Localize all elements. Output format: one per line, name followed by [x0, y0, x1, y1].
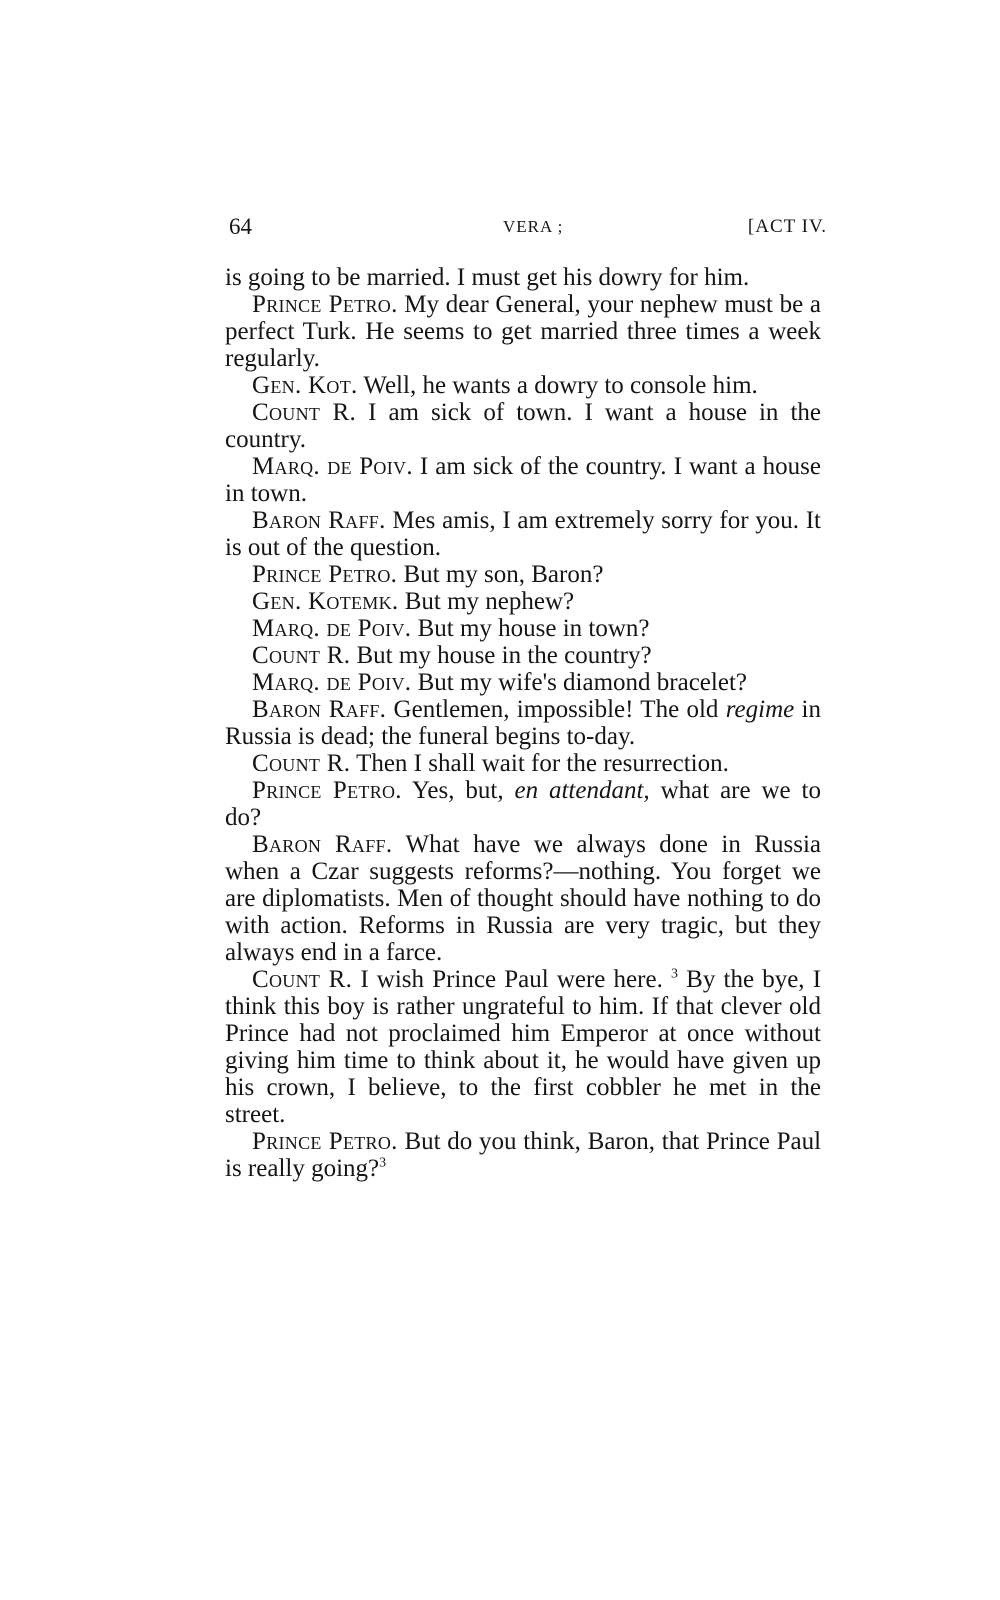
speech-text: I wish Prince Paul were here.: [360, 966, 663, 993]
running-title: VERA ;: [503, 217, 564, 236]
speaker-name: Baron Raff.: [252, 831, 393, 858]
speaker-name: Count R.: [252, 642, 351, 669]
speaker-name: Prince Petro.: [252, 291, 398, 318]
speech: [225, 561, 821, 588]
speech-text: But my nephew?: [404, 588, 575, 615]
speaker-name: Baron Raff.: [252, 507, 386, 534]
speech: [225, 750, 821, 777]
speech: [225, 372, 821, 399]
speech-text: But my house in the country?: [356, 642, 652, 669]
speech: [225, 669, 821, 696]
speech: [225, 615, 821, 642]
speech: [225, 507, 821, 561]
speech: [225, 696, 821, 750]
italic-word: regime: [725, 696, 795, 723]
act-label: [ACT IV.: [747, 216, 827, 237]
speech-text: is going to be married. I must get his dowry for him.: [225, 264, 750, 291]
page-header: [229, 212, 827, 242]
footnote-marker: 3: [671, 966, 678, 982]
speaker-name: Count R.: [252, 966, 353, 993]
speech: [225, 291, 821, 372]
play-text: [225, 264, 821, 1182]
speech-text: Then I shall wait for the resurrection.: [356, 750, 729, 777]
speech-text: But my house in town?: [417, 615, 650, 642]
speech-text: My dear General, your nephew must be a perfect Turk. He seems to get married three times a week regularly.: [225, 291, 821, 372]
speech-text: But my wife's diamond bracelet?: [417, 669, 747, 696]
continuation-line: [225, 264, 821, 291]
speech-text: Gentlemen, impossible! The old: [393, 696, 719, 723]
speaker-name: Marq. de Poiv.: [252, 669, 412, 696]
speech: [225, 453, 821, 507]
speech: [225, 588, 821, 615]
speaker-name: Prince Petro.: [252, 777, 402, 804]
speech: [225, 642, 821, 669]
speech-text: But my son, Baron?: [403, 561, 604, 588]
speaker-name: Marq. de Poiv.: [252, 453, 413, 480]
speaker-name: Prince Petro.: [252, 561, 398, 588]
speech-text: But do you think, Baron, that Prince Paul is really going?: [225, 1128, 822, 1182]
italic-phrase: en attendant,: [514, 777, 650, 804]
speech-text: By the bye, I think this boy is rather ungrateful to him. If that clever old Prince had not proclaimed him Emperor at once without giving him time to think about it, he would have given up his crown, I believe, to the first cobbler he met in the street.: [225, 966, 822, 1128]
speaker-name: Baron Raff.: [252, 696, 387, 723]
speech: [225, 777, 821, 831]
speaker-name: Prince Petro.: [252, 1128, 398, 1155]
speaker-name: Gen. Kot.: [252, 372, 358, 399]
footnote-marker: 3: [379, 1155, 387, 1171]
speech-text: I am sick of town. I want a house in the country.: [225, 399, 821, 453]
speech: [225, 1128, 821, 1182]
speech-text: in Russia is dead; the funeral begins to-day.: [225, 696, 821, 750]
speech-text: Well, he wants a dowry to console him.: [363, 372, 758, 399]
speech-text: what are we to do?: [225, 777, 822, 831]
speech: [225, 399, 821, 453]
speech: [225, 831, 821, 966]
speaker-name: Marq. de Poiv.: [252, 615, 412, 642]
speaker-name: Count R.: [252, 750, 351, 777]
speech-text: Yes, but,: [411, 777, 504, 804]
speech-text: I am sick of the country. I want a house in town.: [225, 453, 822, 507]
speech-text: Mes amis, I am extremely sorry for you. It is out of the question.: [225, 507, 821, 561]
speech: [225, 966, 821, 1128]
speaker-name: Count R.: [252, 399, 357, 426]
speech-text: What have we always done in Russia when a Czar suggests reforms?—nothing. You forget we are diplomatists. Men of thought should have nothing to do with action. Reforms in Russia are very tragic, but they always end in a farce.: [225, 831, 821, 966]
page-number: 64: [229, 214, 252, 239]
speaker-name: Gen. Kotemk.: [252, 588, 399, 615]
